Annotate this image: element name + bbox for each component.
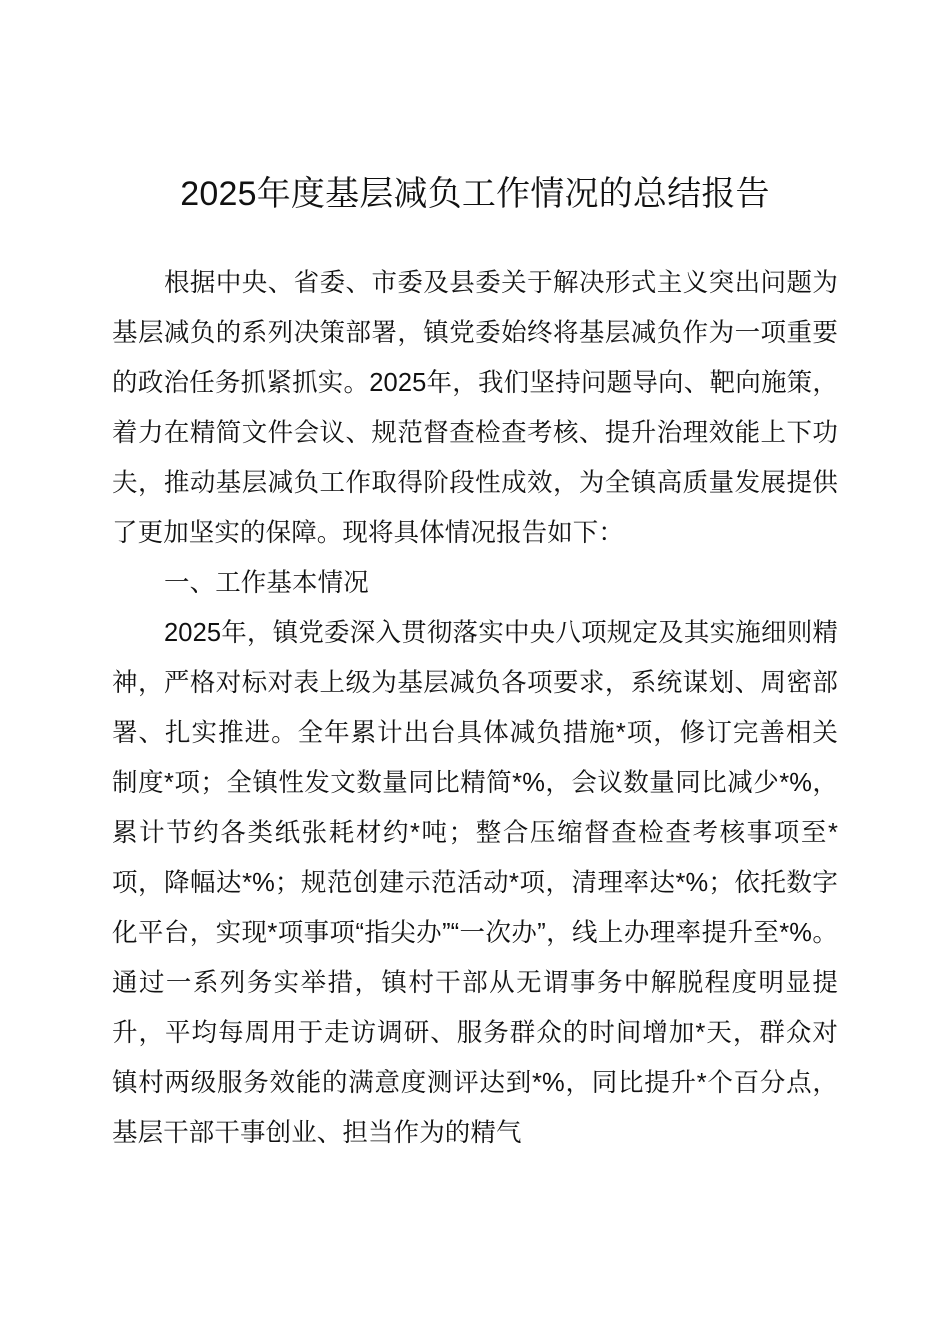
intro-paragraph: 根据中央、省委、市委及县委关于解决形式主义突出问题为基层减负的系列决策部署，镇党委始终将基层减负作为一项重要的政治任务抓紧抓实。2025年，我们坚持问题导向、靶向施策，着力在精简文件会议、规范督查检查考核、提升治理效能上下功夫，推动基层减负工作取得阶段性成效，为全镇高质量发展提供了更加坚实的保障。现将具体情况报告如下： (112, 269, 838, 547)
document-body (112, 0, 838, 1158)
page-title: 2025年度基层减负工作情况的总结报告 (180, 175, 770, 213)
section-heading-one: 一、工作基本情况 (164, 569, 369, 597)
section-one-body-paragraph: 2025年，镇党委深入贯彻落实中央八项规定及其实施细则精神，严格对标对表上级为基层减负各项要求，系统谋划、周密部署、扎实推进。全年累计出台具体减负措施*项，修订完善相关制度*项；全镇性发文数量同比精简*%，会议数量同比减少*%，累计节约各类纸张耗材约*吨；整合压缩督查检查考核事项至*项，降幅达*%；规范创建示范活动*项，清理率达*%；依托数字化平台，实现*项事项“指尖办”“一次办”，线上办理率提升至*%。通过一系列务实举措，镇村干部从无谓事务中解脱程度明显提升，平均每周用于走访调研、服务群众的时间增加*天，群众对镇村两级服务效能的满意度测评达到*%，同比提升*个百分点，基层干部干事创业、担当作为的精气 (112, 619, 838, 1147)
